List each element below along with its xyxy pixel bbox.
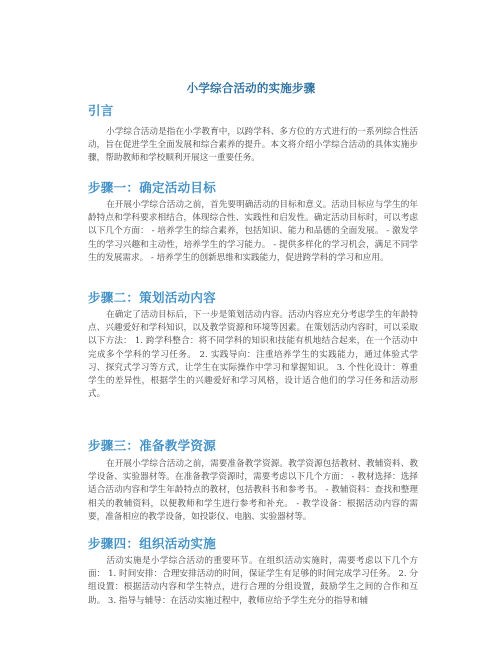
section-body-step-1 xyxy=(88,199,418,265)
section-body-introduction-text: 小学综合活动是指在小学教育中，以跨学科、多方位的方式进行的一系列综合性活动，旨在促进学生全面发展和综合素养的提升。本文将介绍小学综合活动的具体实施步骤，帮助教师和学校顺利开展这一重要任务。 xyxy=(88,127,418,164)
section-body-introduction xyxy=(88,126,418,166)
section-body-step-3 xyxy=(88,458,418,524)
section-body-step-2 xyxy=(88,309,418,401)
section-body-step-4-text: 活动实施是小学综合活动的重要环节。在组织活动实施时，需要考虑以下几个方面： 1. 时间安排：合理安排活动的时间，保证学生有足够的时间完成学习任务。 2. 分组设置：根据活动内容和学生特点，进行合理的分组设置，鼓励学生之间的合作和互助。 3. 指导与辅导：在活动实施过程中，教师应给予学生充分的指导和辅 xyxy=(88,556,418,606)
section-body-step-2-text: 在确定了活动目标后，下一步是策划活动内容。活动内容应充分考虑学生的年龄特点、兴趣爱好和学科知识，以及教学资源和环境等因素。在策划活动内容时，可以采取以下方法： 1. 跨学科整合：将不同学科的知识和技能有机地结合起来，在一个活动中完成多个学科的学习任务。 2. 实践导向：注重培养学生的实践能力，通过体验式学习、探究式学习等方式，让学生在实际操作中学习和掌握知识。 3. 个性化设计：尊重学生的差异性，根据学生的兴趣爱好和学习风格，设计适合他们的学习任务和活动形式。 xyxy=(88,310,418,400)
document-title: 小学综合活动的实施步骤 xyxy=(186,81,316,95)
section-heading-step-4: 步骤四：组织活动实施 xyxy=(88,536,217,551)
section-body-step-4 xyxy=(88,555,418,608)
section-body-step-1-text: 在开展小学综合活动之前，首先要明确活动的目标和意义。活动目标应与学生的年龄特点和学科要求相结合，体现综合性、实践性和启发性。确定活动目标时，可以考虑以下几个方面： - 培养学生的综合素养，包括知识、能力和品德的全面发展。 - 激发学生的学习兴趣和主动性，培养学生的学习能力。 - 提供多样化的学习机会，满足不同学生的发展需求。 - 培养学生的创新思维和实践能力，促进跨学科的学习和应用。 xyxy=(88,200,418,263)
section-body-step-3-text: 在开展小学综合活动之前，需要准备教学资源。教学资源包括教材、教辅资料、教学设备、实验器材等。在准备教学资源时，需要考虑以下几个方面： - 教材选择：选择适合活动内容和学生年龄特点的教材，包括教科书和参考书。 - 教辅资料：查找和整理相关的教辅资料，以便教师和学生进行参考和补充。 - 教学设备：根据活动内容的需要，准备相应的教学设备，如投影仪、电脑、实验器材等。 xyxy=(88,459,418,522)
section-heading-introduction: 引言 xyxy=(88,103,114,118)
section-heading-step-1: 步骤一：确定活动目标 xyxy=(88,180,217,195)
section-heading-step-3: 步骤三：准备教学资源 xyxy=(88,438,217,453)
section-heading-step-2: 步骤二：策划活动内容 xyxy=(88,290,217,305)
